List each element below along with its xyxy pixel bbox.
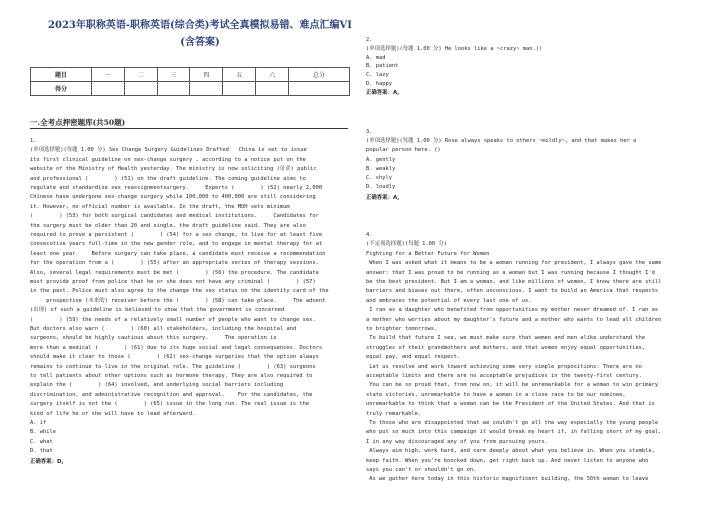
text-line: (单项选择题)(每题 1.00 分) Sex Change Surgery Guidelines Drafted China is set to issue: [30, 147, 307, 154]
text-line: remains to continue to live in the original role. The guideline ( ) (63) surgeons: [30, 363, 316, 370]
text-line: equal pay, and equal respect.: [366, 354, 461, 361]
text-line: surgeons, should be highly cautious about this surgery. The operation is: [30, 335, 277, 342]
text-line: (单项选择题)(每题 1.00 分) Rose always speaks to others ~mildly~, and that makes her a: [366, 138, 637, 145]
text-line: To build that future I see, we must make sure that women and men alike understand the: [366, 335, 646, 342]
text-line: a mother who worries about my daughter's future and a mother who wants to lead all children: [366, 316, 662, 323]
text-line: answer: that I was proud to be running as a woman but I was running because I thought I'd: [366, 269, 655, 276]
text-line: C. shyly: [366, 175, 392, 181]
score-cell: 三: [157, 68, 190, 82]
text-line: (出现) of such a guideline is believed to show that the government is concerned: [30, 307, 285, 314]
text-line: acceptable limits and there are no acceptable prejudices in the twenty-first century.: [366, 373, 642, 379]
text-line: says you can't or shouldn't go on.: [366, 467, 477, 473]
text-line: prospective (未来的) receiver before the ( ) (58) can take place. The advent: [30, 297, 326, 304]
text-line: unremarkable to think that a woman can be the President of the United States. And that is: [366, 401, 655, 408]
text-line: Let us resolve and work toward achieving some very simple propositions: There are no: [366, 363, 642, 370]
text-line: consecutive years full-time in the new gender role, and to engage in mental therapy for at: [30, 241, 323, 248]
text-line: C. what: [30, 438, 53, 445]
score-cell-empty: [157, 82, 190, 96]
text-line: least one year. Before surgery can take place, a candidate must receive a recommendation: [30, 250, 326, 257]
text-line: it. However, no official number is available. In the draft, the MOH sets minimum: [30, 203, 290, 210]
text-line: D. happy: [366, 81, 392, 87]
score-cell-empty: [223, 82, 256, 96]
score-cell-empty: [289, 82, 350, 96]
score-cell-empty: [124, 82, 157, 96]
text-line: the surgery must be older than 20 and single, the draft guideline said. They are also: [30, 222, 306, 229]
text-line: surgery itself is not the ( ) (65) issue in the long run. The real issue is the: [30, 401, 310, 408]
page-title-line2: (含答案): [180, 37, 220, 48]
text-line: A. gently: [366, 156, 396, 163]
text-line: When I was asked what it means to be a woman running for president, I always gave the same: [366, 260, 662, 267]
text-line: Fighting for a Better Future for Women: [366, 250, 490, 257]
text-line: must provide proof from police that he or she does not have any criminal ( ) (57): [30, 279, 316, 285]
score-cell-empty: [256, 82, 289, 96]
text-line: explain the ( ) (64) involved, and underlying social barriers including: [30, 382, 284, 389]
score-row-label: 得分: [31, 82, 92, 96]
text-line: required to prove a persistent ( ) (54) for a sex change, to live for at least five: [30, 232, 323, 238]
score-cell-empty: [91, 82, 124, 96]
score-cell-empty: [190, 82, 223, 96]
score-cell: 一: [91, 68, 124, 82]
text-line: kind of life he or she will have to lead afterward.: [30, 410, 196, 417]
score-cell: 总分: [289, 68, 350, 82]
text-line: and professional ( ) (51) on the draft guideline. The coming guideline aims to: [30, 175, 306, 182]
text-line: should make it clear to those ( ) (62) sex-change surgeries that the option always: [30, 354, 319, 361]
score-cell: 五: [223, 68, 256, 82]
page-title-line1: 2023年职称英语-职称英语(综合类)考试全真模拟易错、难点汇编VI: [48, 20, 352, 31]
question-2-answer: 正确答案：A,: [366, 90, 400, 96]
text-line: be the best president. But I am a woman, and like millions of women, I know there are still: [366, 279, 662, 285]
text-line: You can be so proud that, from now on, it will be unremarkable for a woman to win primary: [366, 382, 659, 389]
score-cell: 题目: [31, 68, 92, 82]
text-line: more than a medical ( ) (61) due to its huge social and legal consequences. Doctors: [30, 344, 323, 351]
score-cell: 四: [190, 68, 223, 82]
text-line: 1.: [30, 138, 37, 144]
text-line: barriers and biases out there, often unconscious. I want to build an America that respects: [366, 288, 659, 295]
section-divider: [30, 128, 348, 129]
text-line: I ran as a daughter who benefited from opportunities my mother never dreamed of. I ran as: [366, 307, 659, 314]
text-line: D. loudly: [366, 184, 396, 191]
text-line: popular person here. (): [366, 147, 441, 154]
text-line: To those who are disappointed that we couldn't go all the way especially the young people: [366, 420, 659, 426]
text-line: 2.: [366, 37, 373, 43]
text-line: B. while: [30, 429, 56, 436]
score-cell: 二: [124, 68, 157, 82]
text-line: B. patient: [366, 63, 399, 70]
text-line: keep faith. When you're knocked down, get right back up. And never listen to anyone who: [366, 457, 649, 464]
text-line: who put so much into this campaign it would break my heart if, in falling short of my goal,: [366, 429, 662, 436]
text-line: 4.: [366, 232, 373, 238]
score-cell: 六: [256, 68, 289, 82]
text-line: for the operation from a ( ) (55) after an appropriate series of therapy sessions.: [30, 260, 319, 267]
text-line: state victories, unremarkable to have a woman in a close race to be our nominee,: [366, 391, 626, 398]
text-line: and embraces the potential of every last one of us.: [366, 297, 532, 304]
section-title: 一.全考点押密题库(共50题): [30, 118, 126, 127]
question-3-answer: 正确答案：A,: [366, 195, 400, 201]
text-line: Chinese have undergone sex-change surgery while 100,000 to 400,000 are still considering: [30, 194, 316, 201]
text-line: As we gather here today in this historic magnificent building, the 50th woman to leave: [366, 476, 649, 483]
text-line: D. that: [30, 448, 53, 455]
text-line: A. mad: [366, 54, 386, 61]
text-line: discrimination, and administrative recognition and approval. For the candidates, the: [30, 391, 313, 398]
text-line: (不定项选择题)(每题 1.00 分): [366, 241, 447, 248]
question-1-answer: 正确答案：D,: [30, 458, 64, 465]
text-line: A. if: [30, 420, 47, 426]
text-line: to tell patients about other options such as hormone therapy. They are also required to: [30, 373, 313, 379]
text-line: website of the Ministry of Health yesterday. The ministry is now soliciting (征求) public: [30, 166, 317, 173]
text-line: B. weakly: [366, 165, 396, 172]
text-line: struggles of their grandmothers and mothers, and that women enjoy equal opportunities,: [366, 344, 646, 351]
text-line: But doctors also warn ( ) (60) all stakeholders, including the hospital and: [30, 326, 297, 332]
text-line: ( ) (59) the needs of a relatively small number of people who want to change sex.: [30, 316, 316, 323]
text-line: to brighter tomorrows.: [366, 326, 438, 332]
text-line: ( ) (53) for both surgical candidates and medical institutions. Candidates for: [30, 213, 319, 220]
text-line: C. lazy: [366, 72, 389, 79]
score-table: [30, 67, 350, 96]
text-line: 3.: [366, 129, 373, 135]
text-line: Also, several legal requirements must be met ( ) (56) the procedure. The candidate: [30, 269, 319, 276]
text-line: truly remarkable.: [366, 410, 422, 417]
score-table-header-row: [31, 68, 350, 82]
text-line: in the past. Police must also agree to the change the sex status on the identity card of the: [30, 288, 329, 295]
text-line: regulate and standardize sex reassignmentsurgery. Experts ( ) (52) nearly 2,000: [30, 185, 323, 191]
text-line: I in any way discouraged any of you from pursuing yours.: [366, 438, 548, 445]
text-line: its first clinical guideline on sex-change surgery , according to a notice put on the: [30, 156, 306, 163]
text-line: (单项选择题)(每题 1.00 分) He looks like a ~crazy~ man.(): [366, 45, 543, 52]
text-line: Always aim high, work hard, and care deeply about what you believe in. When you stumble,: [366, 448, 655, 455]
score-table-score-row: [31, 82, 350, 96]
